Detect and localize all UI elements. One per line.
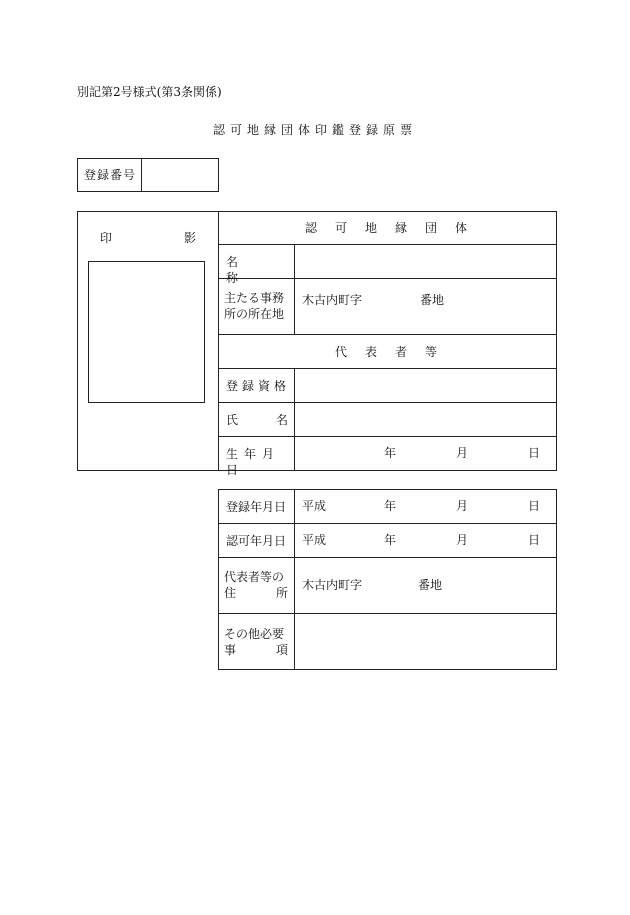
name-value[interactable] — [302, 254, 550, 268]
approval-date-label: 認可年月日 — [226, 534, 287, 548]
full-name-label-left: 氏 — [226, 413, 239, 427]
full-name-label-right: 名 — [275, 413, 288, 427]
rep-address-value-suffix: 番地 — [418, 578, 443, 592]
office-value-suffix: 番地 — [420, 293, 445, 307]
registration-date-label: 登録年月日 — [226, 500, 287, 514]
rep-address-label-line1: 代表者等の — [224, 570, 285, 584]
form-reference: 別記第2号様式(第3条関係) — [77, 85, 222, 99]
rep-address-value-town[interactable]: 木古内町字 — [302, 578, 363, 592]
office-value-town[interactable]: 木古内町字 — [302, 293, 363, 307]
full-name-label — [226, 412, 288, 428]
birth-date-label: 生年月日 — [226, 447, 281, 477]
rep-address-label-left: 住 — [224, 586, 237, 600]
seal-impression-box — [88, 261, 205, 403]
office-label-line2: 所の所在地 — [224, 307, 285, 321]
other-items-value[interactable] — [302, 634, 550, 648]
approval-date-day: 日 — [528, 533, 541, 547]
office-label — [224, 290, 292, 322]
registration-date-day: 日 — [528, 499, 541, 513]
registration-number-label: 登録番号 — [84, 168, 137, 182]
registration-date-month: 月 — [456, 499, 469, 513]
approval-date-year: 年 — [384, 533, 397, 547]
seal-impression-label — [100, 230, 196, 246]
registration-date-era: 平成 — [302, 499, 327, 513]
other-items-label — [224, 626, 288, 658]
other-items-label-line1: その他必要 — [224, 627, 285, 641]
approval-date-era: 平成 — [302, 533, 327, 547]
qualification-label: 登録資格 — [226, 379, 291, 393]
approval-date-month: 月 — [456, 533, 469, 547]
seal-label-left: 印 — [100, 231, 113, 245]
rep-address-label — [224, 569, 288, 601]
office-label-line1: 主たる事務 — [224, 291, 285, 305]
registration-number-value[interactable] — [150, 168, 212, 182]
registration-date-year: 年 — [384, 499, 397, 513]
full-name-value[interactable] — [302, 412, 550, 426]
rep-address-label-right: 所 — [275, 586, 288, 600]
name-label: 名 称 — [226, 255, 271, 285]
other-items-label-right: 項 — [275, 643, 288, 657]
group-section-title: 認 可 地 縁 団 体 — [304, 221, 470, 235]
birth-date-day: 日 — [528, 446, 541, 460]
seal-label-right: 影 — [183, 231, 196, 245]
qualification-value[interactable] — [302, 378, 550, 392]
representative-section-title: 代 表 者 等 — [334, 345, 440, 359]
birth-date-year: 年 — [384, 446, 397, 460]
page-title: 認可地縁団体印鑑登録原票 — [212, 123, 417, 137]
other-items-label-left: 事 — [224, 643, 237, 657]
birth-date-month: 月 — [456, 446, 469, 460]
